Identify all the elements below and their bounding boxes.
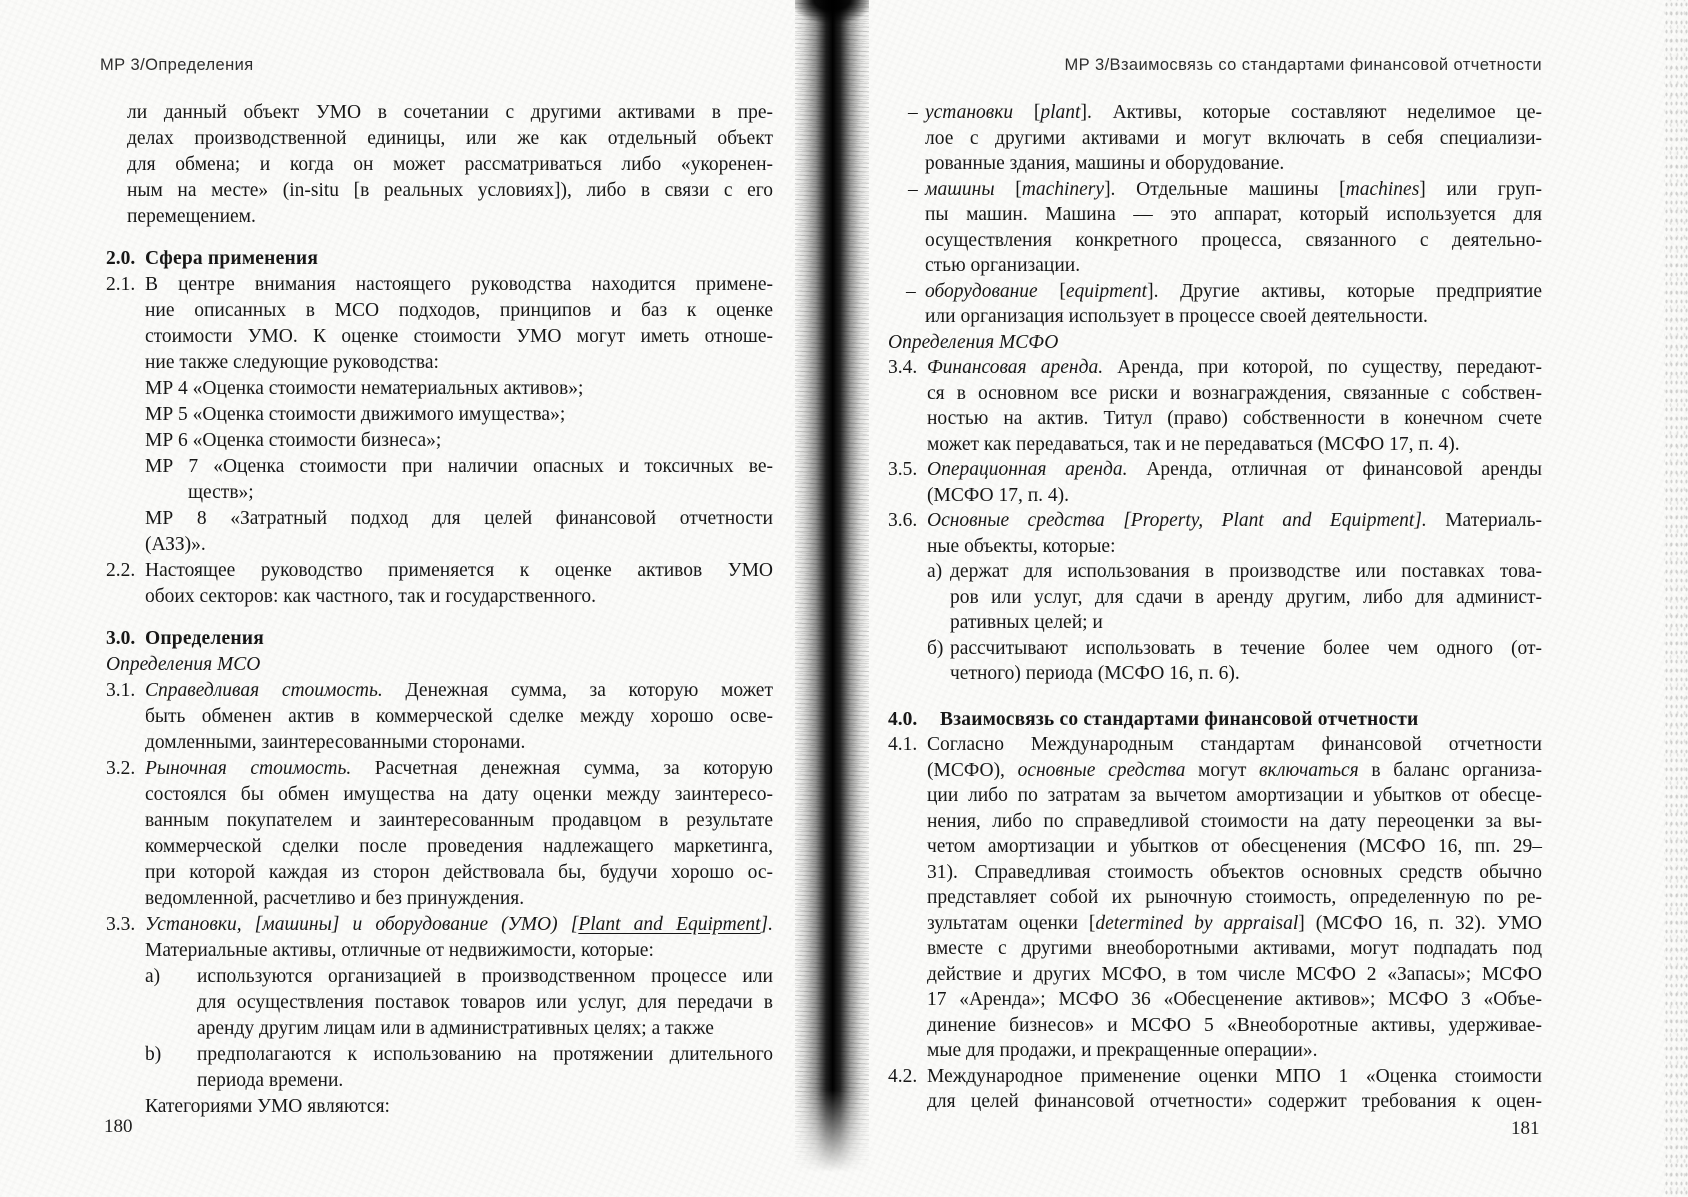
page-right-text-column xyxy=(888,100,1542,1115)
text-line xyxy=(888,279,1542,305)
text-segment: мые для продажи, и прекращенные операции». xyxy=(927,1040,1318,1061)
text-segment: [ xyxy=(994,178,1022,200)
text-line xyxy=(106,704,773,730)
text-segment: МР 7 «Оценка стоимости при наличии опасных и токсичных ве- xyxy=(145,456,773,477)
text-segment: состоялся бы обмен имущества на дату оценки между заинтересо- xyxy=(145,784,773,805)
text-line xyxy=(888,126,1542,152)
text-segment: домленными, заинтересованными сторонами. xyxy=(145,732,526,753)
text-segment: ров или услуг, для сдачи в аренду другим, либо для админист- xyxy=(950,586,1542,608)
text-line xyxy=(888,457,1542,483)
text-segment: или организация использует в процессе своей деятельности. xyxy=(925,306,1428,327)
text-line xyxy=(888,834,1542,860)
text-segment: при которой каждая из сторон действовала бы, будучи хорошо ос- xyxy=(145,862,773,883)
text-line xyxy=(106,782,773,808)
text-segment: plant xyxy=(1040,102,1081,123)
text-segment: Рыночная стоимость. xyxy=(145,758,352,779)
text-segment: Финансовая аренда. xyxy=(927,357,1104,378)
text-segment: лое с другими активами и могут включать в себя специализи- xyxy=(925,127,1542,149)
text-segment: Международное применение оценки МПО 1 «Оценка стоимости xyxy=(927,1065,1542,1087)
text-line xyxy=(106,152,773,178)
text-line xyxy=(888,534,1542,560)
scan-edge-noise xyxy=(1664,0,1688,1197)
text-line xyxy=(106,1068,773,1094)
text-line xyxy=(888,1038,1542,1064)
text-segment: Определения МСФО xyxy=(888,331,1059,353)
text-segment: используются организацией в производственном процессе или xyxy=(197,966,773,987)
text-line xyxy=(888,661,1542,687)
text-segment: Установки, [машины] и оборудование (УМО) [ xyxy=(145,914,579,935)
text-line xyxy=(888,381,1542,407)
text-segment: machines xyxy=(1345,178,1420,200)
text-line xyxy=(888,732,1542,758)
text-line xyxy=(888,987,1542,1013)
text-segment: [ xyxy=(1037,280,1066,302)
text-line xyxy=(888,177,1542,203)
text-segment: Материаль- xyxy=(1426,510,1543,531)
text-segment: предполагаются к использованию на протяжении длительного xyxy=(197,1044,773,1065)
text-segment: МР 4 «Оценка стоимости нематериальных активов»; xyxy=(145,378,584,399)
text-segment: Справедливая стоимость. xyxy=(145,680,383,701)
text-line xyxy=(888,406,1542,432)
text-segment: в баланс организа- xyxy=(1358,759,1542,781)
text-line xyxy=(106,298,773,324)
text-line xyxy=(106,626,773,652)
text-line xyxy=(106,938,773,964)
text-segment: коммерческой сделки после проведения надлежащего маркетинга, xyxy=(145,836,773,857)
text-segment: пы машин. Машина — это аппарат, который используется для xyxy=(925,204,1542,225)
text-segment: Аренда, отличная от финансовой аренды xyxy=(1127,459,1543,480)
text-segment: рованные здания, машины и оборудование. xyxy=(925,153,1285,174)
text-segment: ] или груп- xyxy=(1419,178,1542,200)
text-line xyxy=(888,758,1542,784)
text-segment: [ xyxy=(1013,102,1041,123)
text-line xyxy=(888,860,1542,886)
text-segment: 17 «Аренда»; МСФО 36 «Обесценение активов»; МСФО 3 «Объе- xyxy=(927,989,1542,1010)
text-line xyxy=(888,355,1542,381)
text-segment: ние описанных в МСО подходов, принципов и баз к оценке xyxy=(145,300,773,321)
book-gutter-shadow xyxy=(795,0,869,1172)
text-line xyxy=(888,330,1542,356)
text-line xyxy=(888,707,1542,733)
text-segment: equipment xyxy=(1065,280,1148,302)
line-number-label: 3.0. xyxy=(106,628,136,649)
text-segment: Согласно Международным стандартам финансовой отчетности xyxy=(927,734,1542,755)
text-segment: Определения МСО xyxy=(106,654,261,675)
text-segment: determined by appraisal xyxy=(1095,912,1299,934)
text-line xyxy=(106,584,773,610)
text-line xyxy=(106,376,773,402)
text-segment: стоимости УМО. К оценке стоимости УМО могут иметь отноше- xyxy=(145,326,773,347)
text-segment: ]. Другие активы, которые предприятие xyxy=(1147,280,1542,302)
text-segment: Plant and Equipment xyxy=(578,914,761,935)
line-number-label: 3.6. xyxy=(888,510,918,531)
line-number-label: a) xyxy=(145,966,161,987)
line-number-label: b) xyxy=(145,1044,162,1065)
text-segment: включаться xyxy=(1259,759,1359,781)
text-segment: может как передаваться, так и не передаваться (МСФО 17, п. 4). xyxy=(927,433,1460,455)
text-segment: МР 6 «Оценка стоимости бизнеса»; xyxy=(145,430,442,451)
text-segment: ным на месте» (in-situ [в реальных условиях]), либо в связи с его xyxy=(127,180,773,201)
text-segment: ]. xyxy=(760,914,773,935)
line-number-label: 2.2. xyxy=(106,560,136,581)
text-line xyxy=(106,1042,773,1068)
text-segment: ние также следующие руководства: xyxy=(145,352,439,373)
text-segment: делах производственной единицы, или же как отдельный объект xyxy=(127,128,773,149)
line-number-label: – xyxy=(908,178,918,200)
text-line xyxy=(106,100,773,126)
text-segment: Материальные активы, отличные от недвижимости, которые: xyxy=(145,940,654,961)
text-segment: (АЗЗ)». xyxy=(145,534,206,555)
text-line xyxy=(888,885,1542,911)
text-segment: ведомленной, расчетливо и без принуждения. xyxy=(145,888,525,909)
text-line xyxy=(106,178,773,204)
text-line xyxy=(106,756,773,782)
text-segment: ]. Активы, которые составляют неделимое це- xyxy=(1080,102,1542,123)
page-number-right: 181 xyxy=(1511,1118,1540,1139)
text-segment: рассчитывают использовать в течение более чем одного (от- xyxy=(950,637,1542,659)
text-segment: вместе с другими внеоборотными активами, могут подпадать под xyxy=(927,938,1542,959)
text-line xyxy=(106,480,773,506)
text-segment: МР 5 «Оценка стоимости движимого имущества»; xyxy=(145,404,566,425)
text-line xyxy=(106,506,773,532)
line-number-label: 3.5. xyxy=(888,459,918,480)
text-segment: стью организации. xyxy=(925,255,1081,276)
text-line xyxy=(888,962,1542,988)
text-line xyxy=(888,151,1542,177)
line-number-label: 4.1. xyxy=(888,734,918,755)
text-segment: ]. Отдельные машины [ xyxy=(1104,178,1346,200)
line-number-label: 3.4. xyxy=(888,357,918,378)
text-line xyxy=(888,253,1542,279)
text-line xyxy=(106,402,773,428)
text-line xyxy=(106,1016,773,1042)
text-segment: МР 8 «Затратный подход для целей финансовой отчетности xyxy=(145,508,773,529)
text-segment: ностью на актив. Титул (право) собственности в конечном счете xyxy=(927,408,1542,429)
text-segment: Денежная сумма, за которую может xyxy=(382,680,773,701)
text-line xyxy=(106,532,773,558)
line-number-label: 2.1. xyxy=(106,274,136,295)
text-line xyxy=(106,324,773,350)
text-segment: перемещением. xyxy=(127,206,256,227)
text-line xyxy=(106,272,773,298)
text-line xyxy=(106,808,773,834)
text-line xyxy=(888,783,1542,809)
text-segment: машины xyxy=(925,178,995,200)
line-number-label: 2.0. xyxy=(106,248,136,269)
text-segment: ] (МСФО 16, п. 32). УМО xyxy=(1298,912,1543,934)
text-line xyxy=(106,652,773,678)
line-number-label: б) xyxy=(927,637,944,659)
text-segment: (МСФО), xyxy=(927,759,1018,781)
text-segment: могут xyxy=(1185,759,1260,781)
text-segment: Расчетная денежная сумма, за которую xyxy=(351,758,773,779)
text-line xyxy=(106,126,773,152)
text-line xyxy=(106,730,773,756)
text-segment: machinery xyxy=(1021,178,1105,200)
text-segment: зультатам оценки [ xyxy=(927,912,1096,934)
line-number-label: а) xyxy=(927,561,943,582)
text-line xyxy=(888,809,1542,835)
text-line xyxy=(888,304,1542,330)
text-segment: нения, либо по справедливой стоимости на дату переоценки за вы- xyxy=(927,810,1542,832)
text-line xyxy=(888,559,1542,585)
text-segment: Основные средства [Property, Plant and Equipment]. xyxy=(927,510,1427,531)
text-line xyxy=(106,1094,773,1120)
text-segment: ные объекты, которые: xyxy=(927,535,1116,557)
text-segment: ся в основном все риски и вознаграждения, связанные с собствен- xyxy=(927,382,1542,404)
text-segment: Аренда, при которой, по существу, передают- xyxy=(1103,357,1542,378)
text-line xyxy=(888,636,1542,662)
line-number-label: 4.0. xyxy=(888,708,918,730)
text-segment: Определения xyxy=(145,628,264,649)
text-segment: для целей финансовой отчетности» содержит требования к оцен- xyxy=(927,1091,1542,1112)
text-line xyxy=(106,834,773,860)
line-number-label: 3.1. xyxy=(106,680,136,701)
text-line xyxy=(888,936,1542,962)
text-line xyxy=(888,610,1542,636)
text-line xyxy=(106,860,773,886)
text-segment: для обмена; и когда он может рассматриваться либо «укоренен- xyxy=(127,154,773,175)
text-segment: обоих секторов: как частного, так и государственного. xyxy=(145,586,597,607)
page-number-left: 180 xyxy=(104,1116,133,1137)
line-number-label: 3.2. xyxy=(106,758,136,779)
text-line xyxy=(888,508,1542,534)
text-line xyxy=(888,202,1542,228)
text-segment: основные средства xyxy=(1017,759,1186,781)
text-line xyxy=(106,964,773,990)
text-line xyxy=(888,585,1542,611)
text-line xyxy=(106,350,773,376)
text-line xyxy=(106,558,773,584)
text-segment: ративных целей; и xyxy=(950,612,1103,633)
text-segment: держат для использования в производстве или поставках това- xyxy=(950,561,1542,582)
text-line xyxy=(888,100,1542,126)
text-line xyxy=(888,1089,1542,1115)
running-header-left: МР 3/Определения xyxy=(100,56,254,74)
text-line xyxy=(106,678,773,704)
text-segment: Операционная аренда. xyxy=(927,459,1128,480)
text-segment: Настоящее руководство применяется к оценке активов УМО xyxy=(145,560,773,581)
text-segment: осуществления конкретного процесса, связанного с деятельно- xyxy=(925,229,1542,251)
text-segment: Категориями УМО являются: xyxy=(145,1096,390,1117)
text-line xyxy=(106,990,773,1016)
text-line xyxy=(106,886,773,912)
line-number-label: 4.2. xyxy=(888,1065,918,1087)
text-line xyxy=(888,228,1542,254)
text-segment: для осуществления поставок товаров или услуг, для передачи в xyxy=(197,992,773,1013)
text-segment: действие и других МСФО, в том числе МСФО 2 «Запасы»; МСФО xyxy=(927,963,1542,985)
text-line xyxy=(106,454,773,480)
text-line xyxy=(106,428,773,454)
text-line xyxy=(106,912,773,938)
text-line xyxy=(888,1013,1542,1039)
text-segment: динение бизнесов» и МСФО 5 «Внеоборотные активы, удерживае- xyxy=(927,1014,1542,1036)
text-segment: ции либо по затратам за вычетом амортизации и убытков от обесце- xyxy=(927,785,1542,806)
text-segment: быть обменен актив в коммерческой сделке между хорошо осве- xyxy=(145,706,773,727)
page-left-text-column xyxy=(106,100,773,1120)
line-number-label: 3.3. xyxy=(106,914,136,935)
text-segment: установки xyxy=(925,102,1014,123)
text-segment: оборудование xyxy=(925,280,1038,302)
text-line xyxy=(106,204,773,230)
text-line xyxy=(106,246,773,272)
text-segment: представляет собой их рыночную стоимость, определенную по ре- xyxy=(927,887,1542,908)
text-line xyxy=(888,1064,1542,1090)
line-number-label: – xyxy=(906,280,916,302)
text-segment: 31). Справедливая стоимость объектов основных средств обычно xyxy=(927,861,1542,883)
text-segment: Взаимосвязь со стандартами финансовой отчетности xyxy=(940,708,1419,730)
text-line xyxy=(888,432,1542,458)
text-line xyxy=(888,483,1542,509)
text-segment: аренду другим лицам или в административных целях; а также xyxy=(197,1018,714,1039)
line-number-label: – xyxy=(908,102,918,123)
text-segment: Сфера применения xyxy=(145,248,319,269)
running-header-right: МР 3/Взаимосвязь со стандартами финансовой отчетности xyxy=(1064,56,1542,74)
text-segment: ществ»; xyxy=(188,482,254,503)
text-segment: периода времени. xyxy=(197,1070,344,1091)
text-segment: четом амортизации и убытков от обесценения (МСФО 16, пп. 29– xyxy=(927,836,1542,857)
text-segment: четного) периода (МСФО 16, п. 6). xyxy=(950,663,1240,684)
text-segment: В центре внимания настоящего руководства находится примене- xyxy=(145,274,773,295)
text-line xyxy=(888,911,1542,937)
text-segment: (МСФО 17, п. 4). xyxy=(927,484,1069,506)
text-segment: ванным покупателем и заинтересованным продавцом в результате xyxy=(145,810,773,831)
text-segment: ли данный объект УМО в сочетании с другими активами в пре- xyxy=(127,102,773,123)
